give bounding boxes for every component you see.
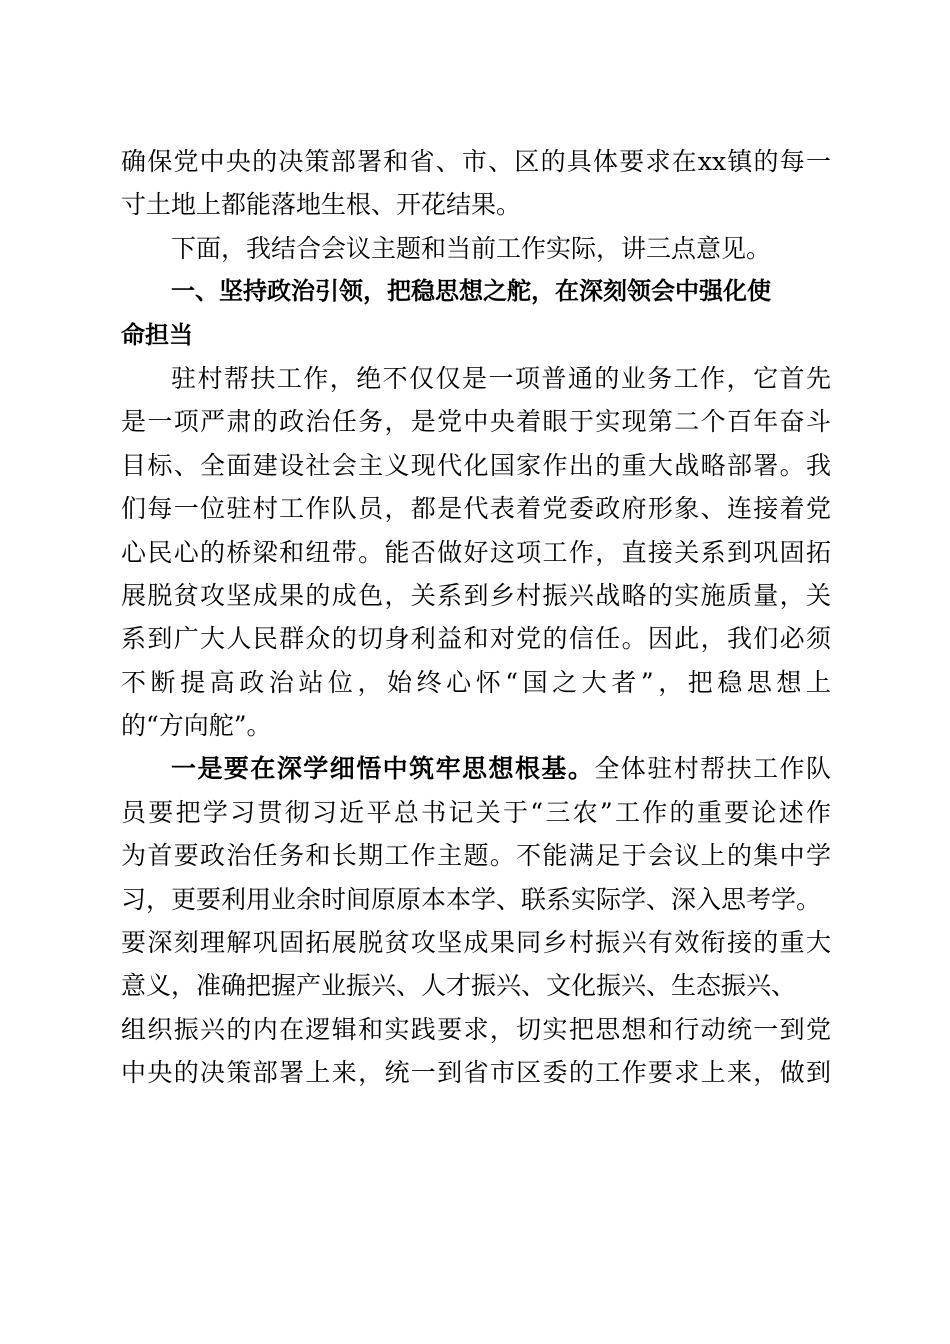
text-line: 员要把学习贯彻习近平总书记关于“三农”工作的重要论述作 — [121, 797, 831, 827]
text-line: 目标、全面建设社会主义现代化国家作出的重大战略部署。我 — [121, 450, 831, 480]
text-line: 寸土地上都能落地生根、开花结果。 — [121, 190, 522, 220]
text-line: 不断提高政治站位，始终心怀“国之大者”，把稳思想上 — [121, 667, 831, 697]
text-line: 意义，准确把握产业振兴、人才振兴、文化振兴、生态振兴、 — [121, 971, 797, 1001]
text-line: 中央的决策部署上来，统一到省市区委的工作要求上来，做到 — [121, 1058, 831, 1088]
text-line: 驻村帮扶工作，绝不仅仅是一项普通的业务工作，它首先 — [171, 363, 831, 393]
section-heading-line: 命担当 — [121, 320, 193, 349]
text-line: 是一项严肃的政治任务，是党中央着眼于实现第二个百年奋斗 — [121, 407, 831, 437]
text-line: 系到广大人民群众的切身利益和对党的信任。因此，我们必须 — [121, 624, 831, 654]
document-body — [121, 140, 831, 1095]
text-line: 们每一位驻村工作队员，都是代表着党委政府形象、连接着党 — [121, 494, 831, 524]
subpoint-lead: 一是要在深学细悟中筑牢思想根基。 — [171, 754, 595, 784]
text-line: 心民心的桥梁和纽带。能否做好这项工作，直接关系到巩固拓 — [121, 537, 831, 567]
text-span: 全体驻村帮扶工作队 — [594, 754, 831, 784]
section-heading-line: 一、坚持政治引领，把稳思想之舵，在深刻领会中强化使 — [171, 277, 771, 306]
text-line: 展脱贫攻坚成果的成色，关系到乡村振兴战略的实施质量，关 — [121, 580, 831, 610]
text-line: 为首要政治任务和长期工作主题。不能满足于会议上的集中学 — [121, 841, 831, 871]
text-line: 要深刻理解巩固拓展脱贫攻坚成果同乡村振兴有效衔接的重大 — [121, 928, 831, 958]
text-line: 的“方向舵”。 — [121, 711, 272, 741]
text-line: 确保党中央的决策部署和省、市、区的具体要求在xx镇的每一 — [121, 147, 831, 176]
text-line — [121, 747, 831, 790]
text-line: 组织振兴的内在逻辑和实践要求，切实把思想和行动统一到党 — [121, 1014, 831, 1044]
text-line: 下面，我结合会议主题和当前工作实际，讲三点意见。 — [171, 233, 772, 263]
text-line: 习，更要利用业余时间原原本本学、联系实际学、深入思考学。 — [121, 884, 822, 914]
